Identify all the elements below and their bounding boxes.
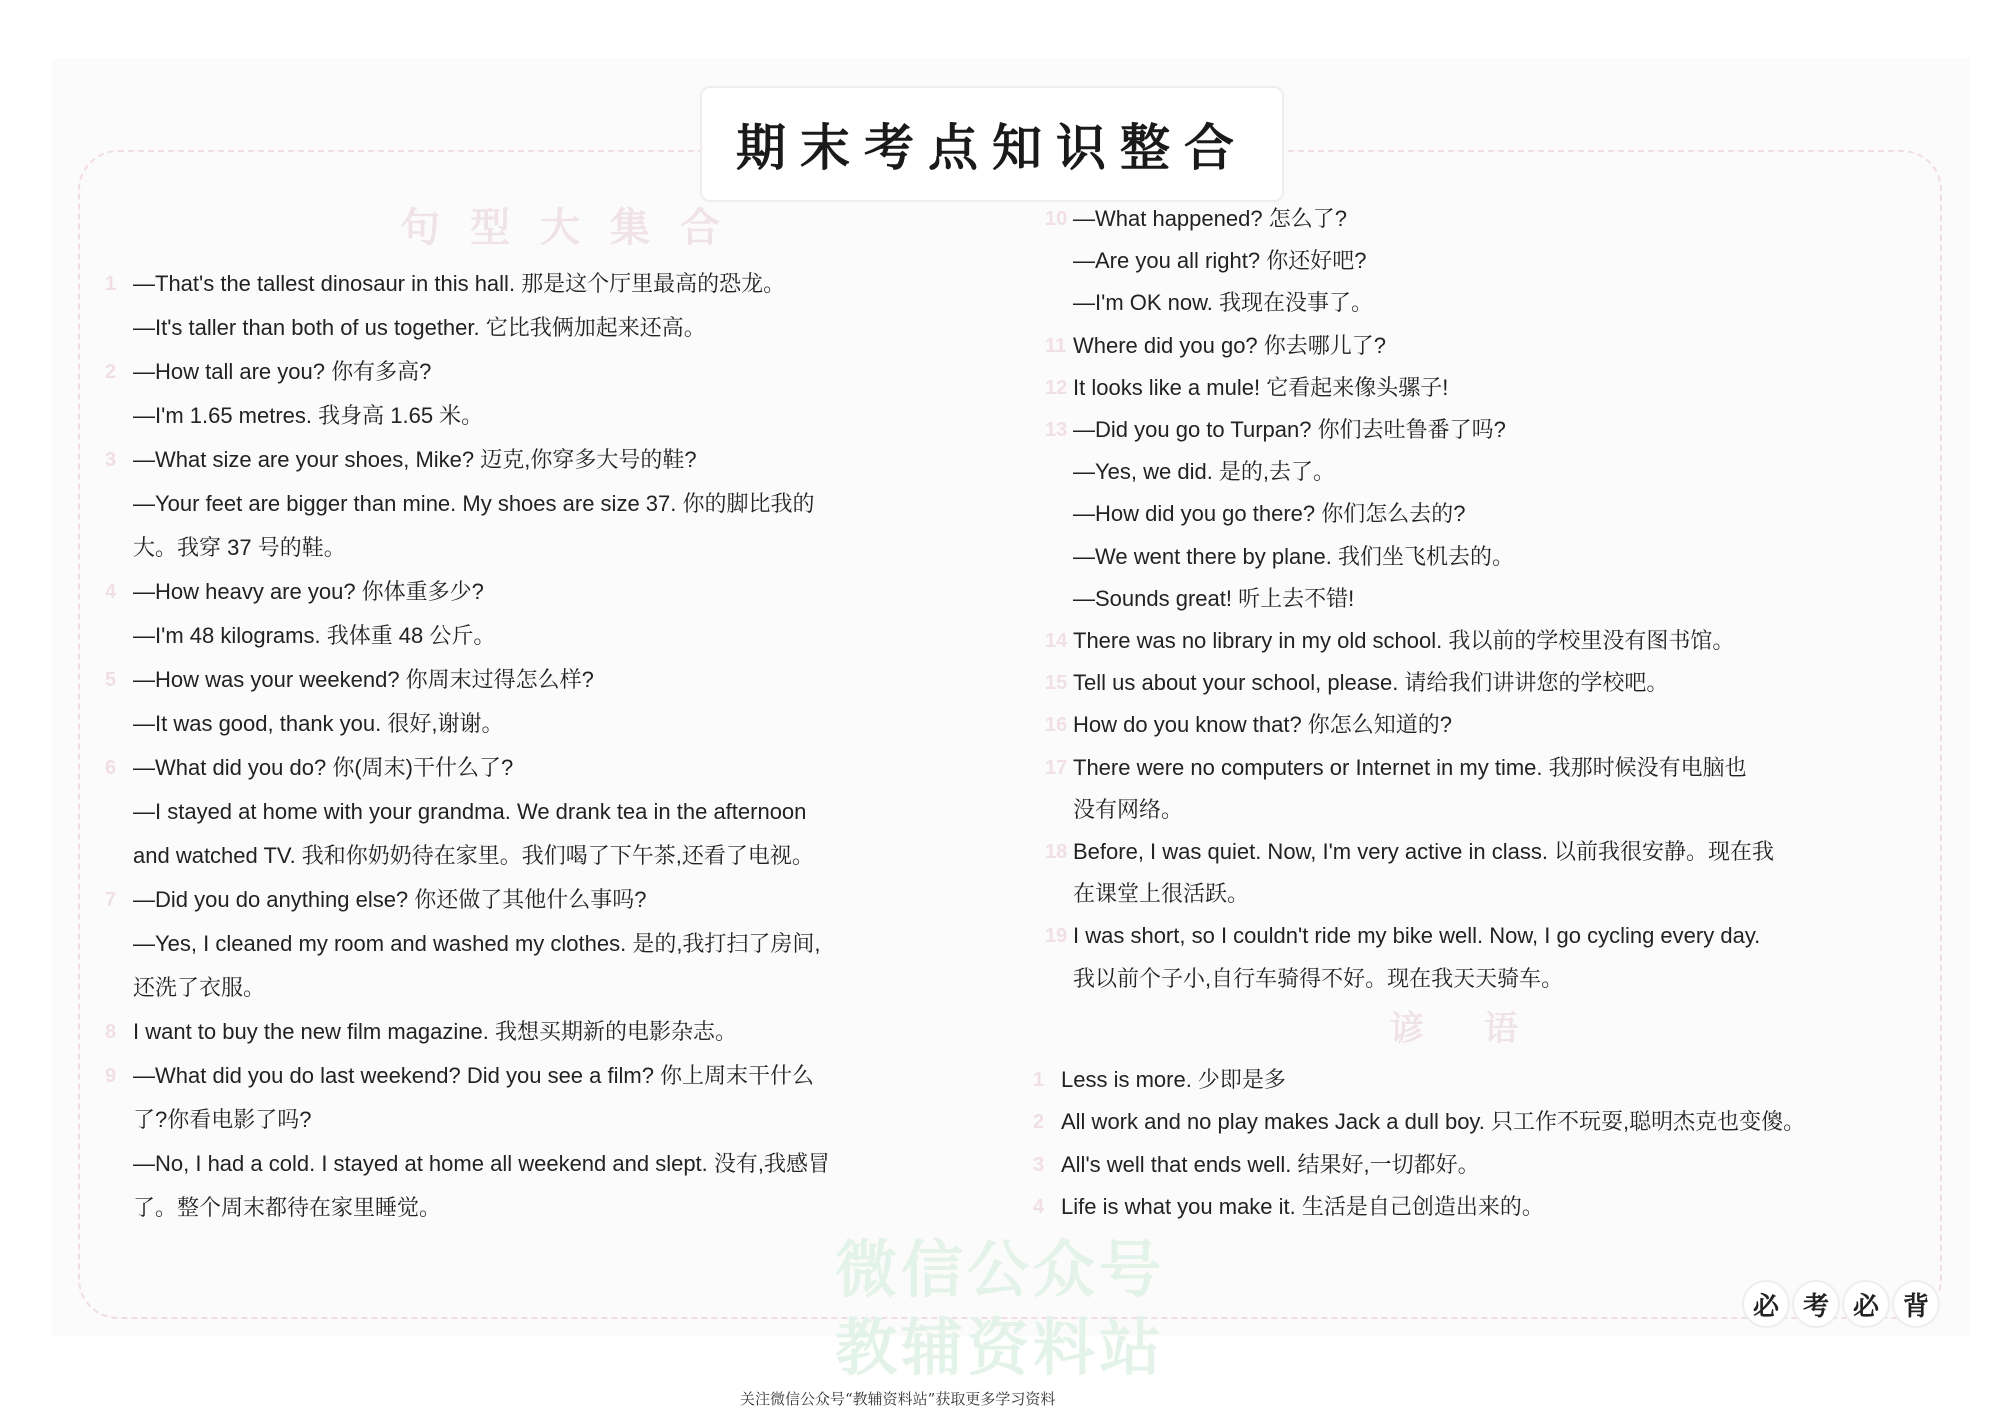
list-item-line (105, 1010, 988, 1054)
list-item-line (133, 394, 988, 438)
item-text: —What happened? 怎么了? (1073, 206, 1347, 231)
item-number: 7 (105, 889, 117, 911)
item-text: —What did you do last weekend? Did you see a film? 你上周末干什么 (133, 1063, 815, 1088)
badge-char: 背 (1892, 1280, 1940, 1328)
list-item-line (133, 482, 988, 526)
list-item-line (1033, 1101, 1941, 1143)
list-item-line (105, 570, 988, 614)
item-text: —How heavy are you? 你体重多少? (133, 579, 484, 604)
item-number: 10 (1045, 208, 1068, 230)
list-item-line (1073, 493, 1918, 535)
list-item-line (1073, 958, 1918, 1000)
item-number: 14 (1045, 630, 1068, 653)
item-number: 18 (1045, 841, 1068, 864)
list-item-line (133, 1098, 988, 1142)
list-item-line (1073, 873, 1918, 915)
item-text: —What size are your shoes, Mike? 迈克,你穿多大号的鞋? (133, 447, 697, 472)
list-item-line (1045, 831, 1918, 873)
item-text: Less is more. 少即是多 (1061, 1067, 1286, 1092)
left-column (105, 262, 988, 1230)
list-item-line (1045, 198, 1918, 240)
list-item-line (105, 878, 988, 922)
must-memorize-badge (1742, 1280, 1940, 1328)
item-number: 16 (1045, 714, 1068, 737)
right-column (1045, 198, 1918, 1000)
item-number: 15 (1045, 672, 1068, 695)
item-number: 1 (1033, 1069, 1045, 1091)
item-text: I was short, so I couldn't ride my bike well. Now, I go cycling every day. (1073, 923, 1761, 949)
list-item-line (1045, 704, 1918, 746)
item-text: Before, I was quiet. Now, I'm very active in class. 以前我很安静。现在我 (1073, 839, 1775, 865)
item-text: There were no computers or Internet in my time. 我那时候没有电脑也 (1073, 754, 1747, 780)
list-item-line (133, 306, 988, 350)
item-text: 没有网络。 (1073, 796, 1184, 822)
list-item-line (1073, 240, 1918, 282)
badge-char: 必 (1742, 1280, 1790, 1328)
item-text: —Did you do anything else? 你还做了其他什么事吗? (133, 887, 647, 912)
item-text: —I'm OK now. 我现在没事了。 (1073, 290, 1374, 316)
item-text: 我以前个子小,自行车骑得不好。现在我天天骑车。 (1073, 965, 1564, 991)
item-text: How do you know that? 你怎么知道的? (1073, 712, 1453, 738)
list-item-line (1073, 578, 1918, 620)
item-number: 19 (1045, 925, 1068, 948)
item-text: It looks like a mule! 它看起来像头骡子! (1073, 374, 1449, 400)
item-text: —I'm 48 kilograms. 我体重 48 公斤。 (133, 623, 496, 648)
list-item-line (1033, 1144, 1941, 1186)
item-text: Where did you go? 你去哪儿了? (1073, 332, 1387, 358)
item-text: —Are you all right? 你还好吧? (1073, 248, 1367, 274)
item-number: 4 (105, 581, 117, 603)
item-text: I want to buy the new film magazine. 我想买期新的电影杂志。 (133, 1019, 737, 1044)
footer-note: 关注微信公众号“教辅资料站”获取更多学习资料 (740, 1390, 1056, 1408)
item-text: —How was your weekend? 你周末过得怎么样? (133, 667, 594, 692)
item-number: 13 (1045, 419, 1068, 442)
list-item-line (133, 526, 988, 570)
item-number: 9 (105, 1065, 117, 1087)
item-text: —I'm 1.65 metres. 我身高 1.65 米。 (133, 403, 484, 428)
list-item-line (133, 1142, 988, 1186)
item-text: —We went there by plane. 我们坐飞机去的。 (1073, 543, 1514, 569)
title-banner (700, 86, 1284, 202)
item-text: —Your feet are bigger than mine. My shoes are size 37. 你的脚比我的 (133, 491, 815, 516)
item-number: 3 (105, 449, 117, 471)
item-text: —I stayed at home with your grandma. We drank tea in the afternoon (133, 799, 807, 824)
list-item-line (133, 834, 988, 878)
item-number: 2 (105, 361, 117, 383)
list-item-line (1045, 747, 1918, 789)
item-text: —Sounds great! 听上去不错! (1073, 585, 1355, 611)
list-item-line (105, 746, 988, 790)
item-text: —How tall are you? 你有多高? (133, 359, 432, 384)
item-number: 5 (105, 669, 117, 691)
list-item-line (1045, 367, 1918, 409)
list-item-line (105, 262, 988, 306)
item-text: 了。整个周末都待在家里睡觉。 (133, 1195, 442, 1220)
item-number: 1 (105, 273, 117, 295)
item-text: —What did you do? 你(周末)干什么了? (133, 755, 514, 780)
item-number: 2 (1033, 1111, 1045, 1134)
item-text: Tell us about your school, please. 请给我们讲讲您的学校吧。 (1073, 670, 1669, 696)
list-item-line (133, 702, 988, 746)
list-item-line (105, 658, 988, 702)
item-number: 11 (1045, 334, 1067, 357)
list-item-line (1073, 536, 1918, 578)
page-title: 期末考点知识整合 (736, 118, 1248, 177)
section-heading-sentences: 句型大集合 (400, 206, 750, 250)
item-text: All work and no play makes Jack a dull boy. 只工作不玩耍,聪明杰克也变傻。 (1061, 1109, 1806, 1135)
list-item-line (133, 922, 988, 966)
item-text: —Yes, I cleaned my room and washed my clothes. 是的,我打扫了房间, (133, 931, 821, 956)
item-number: 12 (1045, 376, 1068, 399)
list-item-line (1045, 325, 1918, 367)
item-text: and watched TV. 我和你奶奶待在家里。我们喝了下午茶,还看了电视。 (133, 843, 814, 868)
item-text: All's well that ends well. 结果好,一切都好。 (1061, 1151, 1480, 1177)
list-item-line (105, 438, 988, 482)
item-text: 还洗了衣服。 (133, 975, 266, 1000)
item-text: —It was good, thank you. 很好,谢谢。 (133, 711, 504, 736)
list-item-line (1045, 620, 1918, 662)
item-number: 6 (105, 757, 117, 779)
list-item-line (1033, 1059, 1941, 1101)
list-item-line (1073, 451, 1918, 493)
item-text: —It's taller than both of us together. 它比我俩加起来还高。 (133, 315, 706, 340)
item-number: 4 (1033, 1195, 1045, 1218)
item-text: —How did you go there? 你们怎么去的? (1073, 501, 1466, 527)
item-text: 了?你看电影了吗? (133, 1107, 312, 1132)
list-item-line (133, 1186, 988, 1230)
item-text: Life is what you make it. 生活是自己创造出来的。 (1061, 1193, 1544, 1219)
item-text: —Did you go to Turpan? 你们去吐鲁番了吗? (1073, 417, 1506, 443)
list-item-line (133, 614, 988, 658)
list-item-line (133, 790, 988, 834)
item-number: 17 (1045, 756, 1068, 779)
watermark-line-2: 教辅资料站 (835, 1314, 1166, 1383)
item-text: 在课堂上很活跃。 (1073, 881, 1250, 907)
list-item-line (1045, 915, 1918, 957)
item-number: 8 (105, 1021, 117, 1043)
watermark-line-1: 微信公众号 (835, 1236, 1166, 1305)
list-item-line (1073, 789, 1918, 831)
section-heading-proverbs: 谚语 (1390, 1010, 1578, 1048)
item-text: —No, I had a cold. I stayed at home all weekend and slept. 没有,我感冒 (133, 1151, 831, 1176)
item-text: There was no library in my old school. 我以前的学校里没有图书馆。 (1073, 628, 1735, 654)
list-item-line (133, 966, 988, 1010)
list-item-line (105, 1054, 988, 1098)
badge-char: 考 (1792, 1280, 1840, 1328)
item-text: —That's the tallest dinosaur in this hall. 那是这个厅里最高的恐龙。 (133, 271, 786, 296)
item-text: —Yes, we did. 是的,去了。 (1073, 459, 1336, 485)
list-item-line (1045, 662, 1918, 704)
item-number: 3 (1033, 1153, 1045, 1176)
list-item-line (1045, 409, 1918, 451)
proverbs-list (1033, 1059, 1941, 1228)
list-item-line (1033, 1186, 1941, 1228)
list-item-line (105, 350, 988, 394)
item-text: 大。我穿 37 号的鞋。 (133, 535, 346, 560)
list-item-line (1073, 282, 1918, 324)
badge-char: 必 (1842, 1280, 1890, 1328)
